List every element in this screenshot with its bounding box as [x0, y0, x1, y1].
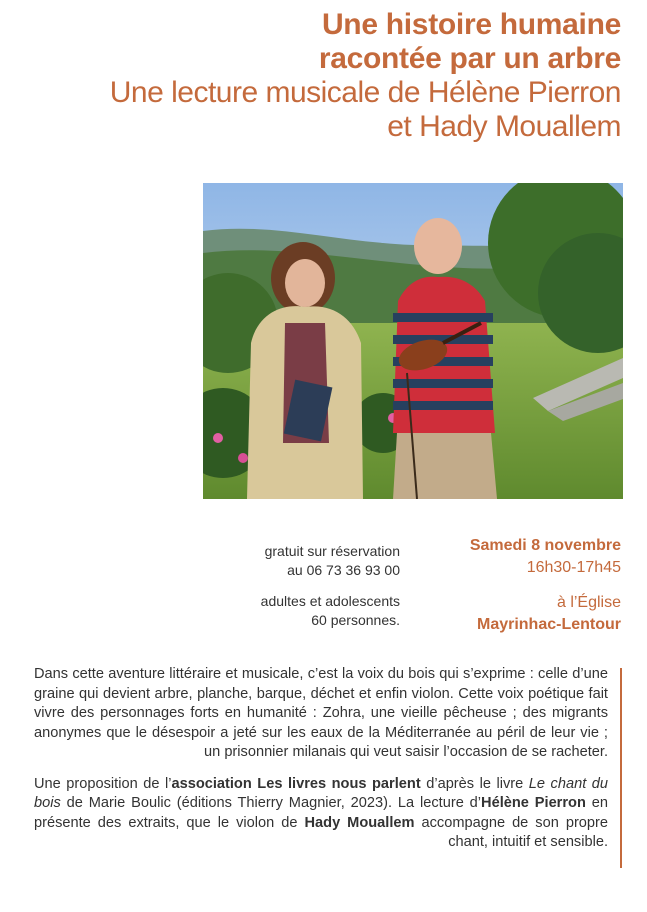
performer-hady: Hady Mouallem	[304, 814, 415, 831]
description-paragraph-1: Dans cette aventure littéraire et musicale, c’est la voix du bois qui s’exprime : celle d’une graine qui devient arbre, planche, barque, déchet et enfin violon. Cette voix poétique fait vivre des personnages forts en humanité : Zohra, une vieille pêcheuse ; des migrants anonymes que le désespoir a jeté sur les eaux de la Méditerranée au péril de leur vie ; un prisonnier milanais qui veut saisir l’occasion de se racheter.	[34, 666, 608, 760]
title-line-2: racontée par un arbre	[318, 42, 621, 75]
performer-helene: Hélène Pierron	[481, 795, 586, 811]
venue-name: Mayrinhac-Lentour	[476, 616, 621, 633]
p2-text-b: d’après le livre	[420, 775, 529, 792]
p2-text-a: Une proposition de l’	[34, 775, 172, 792]
price-text: gratuit sur réservation	[264, 543, 400, 559]
p2-text-c: de Marie Boulic (éditions Thierry Magnier, 2023). La lecture d’	[60, 795, 482, 811]
description-paragraph-2	[34, 775, 608, 853]
subtitle-line-2: et Hady Mouallem	[387, 110, 621, 143]
venue-info	[421, 592, 621, 636]
reservation-info	[200, 542, 400, 580]
title-line-1: Une histoire humaine	[321, 8, 621, 41]
performers-photo	[203, 183, 623, 499]
capacity-text: 60 personnes.	[311, 612, 400, 628]
audience-info	[200, 592, 400, 630]
phone-number: au 06 73 36 93 00	[287, 562, 400, 578]
venue-prefix: à l’Église	[556, 594, 621, 611]
p2-text-e: accompagne de son propre chant, intuitif et sensible.	[414, 814, 609, 850]
audience-text: adultes et adolescents	[260, 593, 400, 609]
event-date: Samedi 8 novembre	[469, 537, 621, 554]
p2-text-d: en présente des extraits, que le violon de	[34, 795, 608, 831]
description	[34, 665, 608, 853]
book-title: Le chant du bois	[34, 775, 609, 811]
subtitle-line-1: Une lecture musicale de Hélène Pierron	[109, 76, 621, 109]
title-block	[110, 8, 621, 144]
accent-bar	[620, 668, 622, 868]
association-name: association Les livres nous parlent	[171, 775, 421, 792]
event-time: 16h30-17h45	[526, 559, 621, 576]
date-info	[421, 535, 621, 579]
